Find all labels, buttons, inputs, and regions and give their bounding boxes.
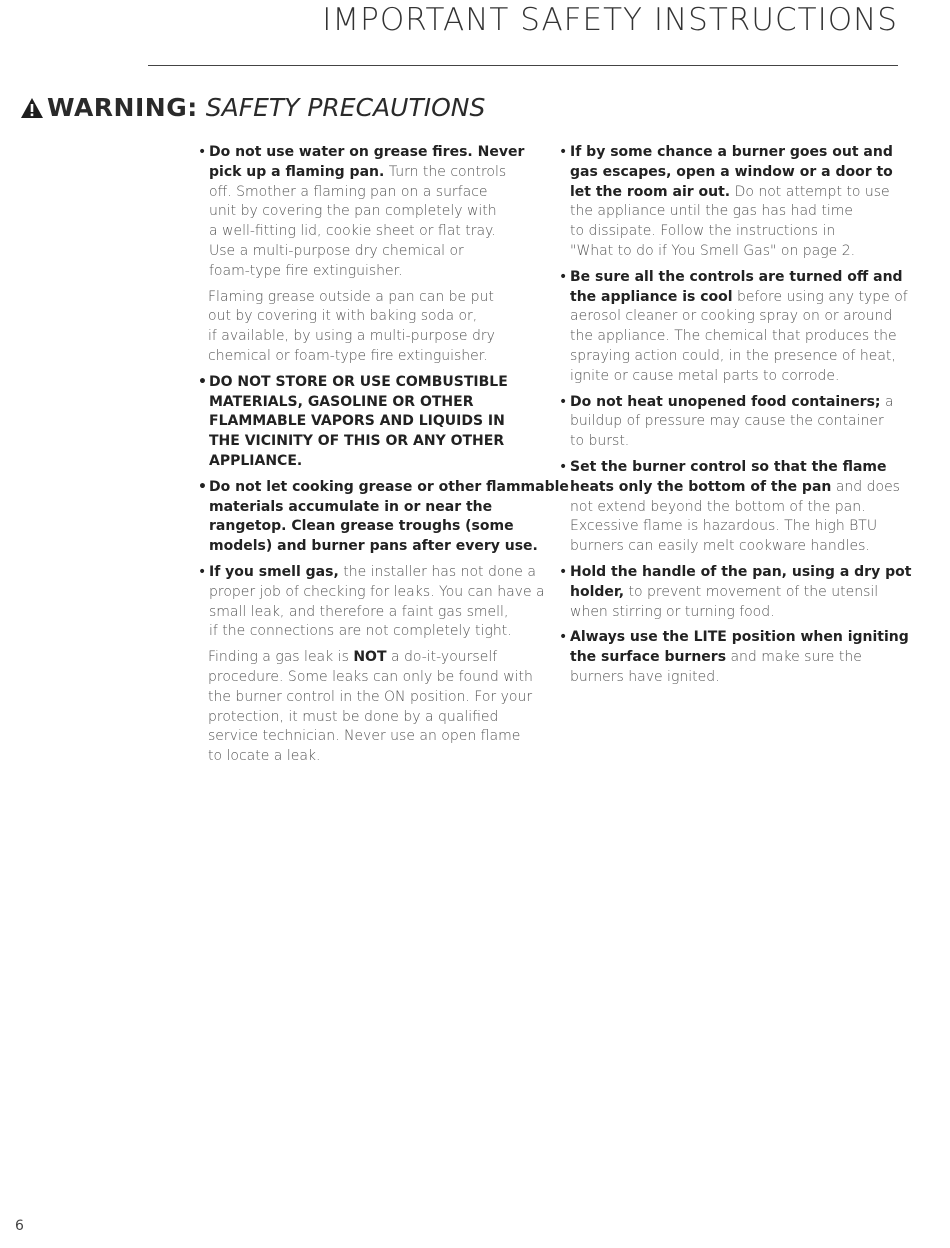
text-line: service technician. Never use an open flame (208, 728, 521, 745)
text-line: buildup of pressure may cause the container (570, 413, 884, 430)
bullet: • (198, 144, 207, 160)
list-item (559, 143, 904, 262)
text-line: burners have ignited. (570, 668, 720, 685)
text-line: the appliance. The chemical that produces the (570, 328, 897, 345)
text-line: gas escapes, open a window or a door to (570, 163, 893, 180)
text-line (208, 648, 546, 668)
text-line: APPLIANCE. (209, 452, 303, 469)
paragraph (198, 288, 546, 367)
list-item (198, 373, 546, 472)
text-line: to locate a leak. (208, 748, 321, 765)
bold-text: If you smell gas, (209, 563, 339, 580)
body-text: and make sure the (726, 649, 862, 666)
bullet: • (559, 629, 568, 646)
text-line: to dissipate. Follow the instructions in (570, 223, 836, 240)
bold-text: the surface burners (570, 649, 727, 666)
warning-triangle-icon (20, 97, 44, 119)
text-line: chemical or foam-type fire extinguisher. (208, 347, 488, 364)
bold-text: pick up a flaming pan. (209, 163, 385, 180)
page-header-title: IMPORTANT SAFETY INSTRUCTIONS (322, 2, 898, 38)
text-line: if available, by using a multi-purpose dry (208, 328, 495, 345)
text-line: when stirring or turning food. (570, 603, 775, 620)
text-line: burners can easily melt cookware handles. (570, 538, 870, 555)
bold-text: NOT (353, 649, 387, 666)
text-line: procedure. Some leaks can only be found with (208, 668, 533, 685)
text-line: foam-type fire extinguisher. (209, 262, 403, 279)
text-line: not extend beyond the bottom of the pan. (570, 498, 866, 515)
paragraph (198, 648, 546, 767)
text-line: a well-fitting lid, cookie sheet or flat tray. (209, 223, 496, 240)
text-line: small leak, and therefore a faint gas smell, (209, 603, 509, 620)
text-line: Be sure all the controls are turned off and (570, 268, 903, 285)
body-text: to prevent movement of the utensil (624, 583, 879, 600)
text-line: the burner control in the ON position. For your (208, 688, 533, 705)
bold-text: Do not use water on grease fires. Never (209, 144, 525, 160)
bullet: • (559, 268, 568, 285)
list-item (198, 478, 569, 557)
bullet: • (559, 393, 568, 410)
text-line (570, 583, 904, 603)
list-item (198, 563, 546, 642)
text-line: Flaming grease outside a pan can be put (208, 288, 494, 305)
body-text: a do-it-yourself (386, 649, 498, 666)
text-line (209, 143, 546, 163)
text-line (570, 288, 908, 308)
text-line: models) and burner pans after every use. (209, 538, 538, 555)
warning-heading (20, 93, 485, 122)
text-line: FLAMMABLE VAPORS AND LIQUIDS IN (209, 413, 505, 430)
body-text: the installer has not done a (338, 563, 536, 580)
warning-subtitle: SAFETY PRECAUTIONS (205, 93, 486, 122)
list-item (559, 393, 904, 452)
bullet: • (198, 563, 207, 580)
body-text: a (880, 393, 894, 410)
text-line: spraying action could, in the presence of heat, (570, 347, 896, 364)
header-divider (148, 65, 898, 66)
bullet: • (198, 478, 207, 495)
left-column (198, 143, 569, 773)
text-line: proper job of checking for leaks. You can have a (209, 583, 545, 600)
text-line (209, 163, 546, 183)
text-line: materials accumulate in or near the (209, 498, 493, 515)
list-item (559, 458, 904, 557)
text-line (570, 183, 904, 203)
text-line: Excessive flame is hazardous. The high BTU (570, 518, 878, 535)
bold-text: the appliance is cool (570, 288, 733, 305)
list-item (559, 268, 908, 387)
text-line: Do not let cooking grease or other flammable (209, 478, 569, 495)
text-line: ignite or cause metal parts to corrode. (570, 367, 840, 384)
text-line: MATERIALS, GASOLINE OR OTHER (209, 393, 474, 410)
page-number: 6 (15, 1218, 24, 1234)
text-line: aerosol cleaner or cooking spray on or around (570, 308, 893, 325)
list-item (198, 143, 546, 282)
list-item (559, 563, 912, 622)
body-text: before using any type of (732, 288, 908, 305)
text-line: Use a multi-purpose dry chemical or (209, 242, 464, 259)
text-line: unit by covering the pan completely with (209, 203, 497, 220)
bold-text: heats only the bottom of the pan (570, 478, 832, 495)
bold-text: let the room air out. (570, 183, 731, 200)
body-text: Finding a gas leak is (208, 649, 354, 666)
text-line: DO NOT STORE OR USE COMBUSTIBLE (209, 373, 508, 390)
text-line (570, 478, 904, 498)
bullet: • (559, 144, 568, 160)
bold-text: Do not heat unopened food containers; (570, 393, 881, 410)
text-line: Always use the LITE position when igniting (570, 629, 909, 646)
body-text: Do not attempt to use (730, 183, 890, 200)
text-line: Set the burner control so that the flame (570, 458, 887, 475)
text-line (570, 648, 904, 668)
text-line: the appliance until the gas has had time (570, 203, 854, 220)
right-column (559, 143, 912, 694)
warning-label: WARNING: (47, 93, 198, 122)
list-item (559, 628, 909, 687)
bold-text: holder, (570, 583, 625, 600)
text-line: rangetop. Clean grease troughs (some (209, 518, 514, 535)
bullet: • (559, 458, 568, 475)
text-line: protection, it must be done by a qualified (208, 708, 499, 725)
text-line (209, 563, 546, 583)
body-text: Turn the controls (384, 163, 507, 180)
text-line: THE VICINITY OF THIS OR ANY OTHER (209, 433, 505, 450)
bullet: • (198, 373, 207, 390)
text-line: out by covering it with baking soda or, (208, 308, 478, 325)
text-line: off. Smother a flaming pan on a surface (209, 183, 488, 200)
text-line: If by some chance a burner goes out and (570, 144, 893, 160)
text-line: "What to do if You Smell Gas" on page 2. (570, 242, 856, 259)
text-line (570, 393, 904, 413)
body-text: and does (831, 478, 900, 495)
bullet: • (559, 563, 568, 580)
text-line: if the connections are not completely tight. (209, 623, 512, 640)
text-line: Hold the handle of the pan, using a dry pot (570, 563, 912, 580)
text-line: to burst. (570, 433, 630, 450)
